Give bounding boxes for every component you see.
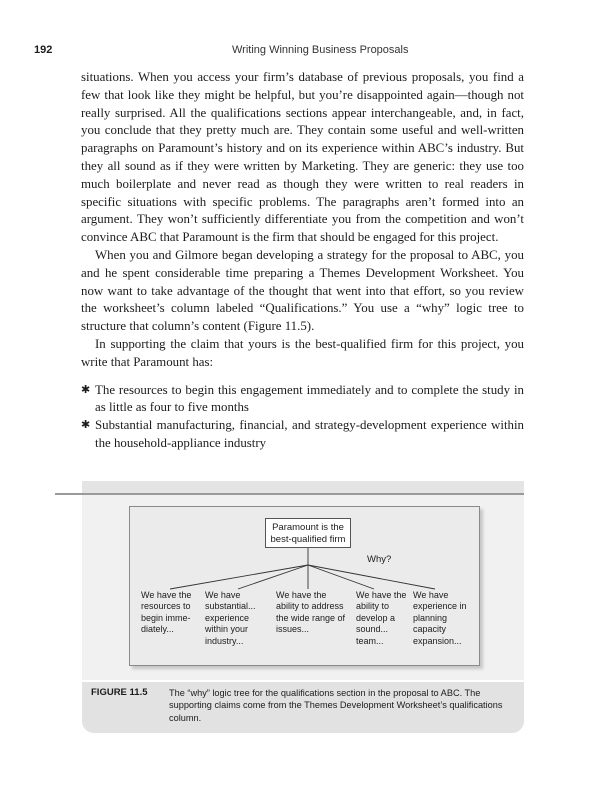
bullet-text: Substantial manufacturing, financial, and strategy-development experience within the household-appliance industry <box>95 418 524 450</box>
branch-line-5 <box>308 565 435 589</box>
leaf-claim: We have the resources to begin imme-diately... <box>141 590 192 635</box>
paragraph: In supporting the claim that yours is the best-qualified firm for this project, you write that Paramount has: <box>81 336 524 369</box>
leaf-claim: We have substantial... experience within your industry... <box>205 590 256 646</box>
branch-line-1 <box>170 565 308 589</box>
figure-caption <box>82 682 524 733</box>
paragraph: situations. When you access your firm’s database of previous proposals, you find a few that look like they might be helpful, but you’re disappointed again—though not really surprised. All the qualifications sections appear interchangeable, and, in fact, you conclude that they pretty much are. They contain some useful and well-written paragraphs on Paramount’s history and on its experience within ABC’s industry. But they all sound as if they were written by Marketing. They are generic: they use too much boilerplate and never read as though they were written to real readers in specific situations with specific problems. The paragraphs aren’t formed into an argument. They won’t sufficiently differentiate you from the competition and won’t convince ABC that Paramount is the firm that should be engaged for this project. <box>81 70 524 245</box>
branch-line-4 <box>308 565 374 589</box>
bullet-list <box>81 382 524 453</box>
bullet-star-icon: ✱ <box>81 419 91 432</box>
page-number: 192 <box>34 44 53 56</box>
running-head: Writing Winning Business Proposals <box>232 44 409 56</box>
bullet-item <box>81 382 524 418</box>
root-claim-box: Paramount is the best-qualified firm <box>265 518 351 548</box>
logic-tree-diagram <box>129 506 480 666</box>
leaf-claim: We have the ability to develop a sound... team... <box>356 590 407 646</box>
paragraph: When you and Gilmore began developing a strategy for the proposal to ABC, you and he spent considerable time preparing a Themes Development Worksheet. You now want to take advantage of the thought that went into that effort, so you review the worksheet’s column labeled “Qualifications.” You use a “why” logic tree to structure that column’s content (Figure 11.5). <box>81 247 524 334</box>
bullet-star-icon: ✱ <box>81 383 91 396</box>
leaf-claim: We have the ability to address the wide range of issues... <box>276 590 346 635</box>
caption-text: The “why” logic tree for the qualifications section in the proposal to ABC. The supporting claims come from the Themes Development Worksheet’s qualifications column. <box>169 688 503 723</box>
branch-line-2 <box>238 565 308 589</box>
figure-label: FIGURE 11.5 <box>91 687 148 698</box>
why-label: Why? <box>367 554 392 565</box>
bullet-text: The resources to begin this engagement immediately and to complete the study in as little as four to five months <box>95 382 524 415</box>
bullet-item <box>81 417 524 453</box>
leaf-claim: We have experience in planning capacity expansion... <box>413 590 467 646</box>
body-text <box>81 69 524 453</box>
page-header <box>0 44 603 60</box>
